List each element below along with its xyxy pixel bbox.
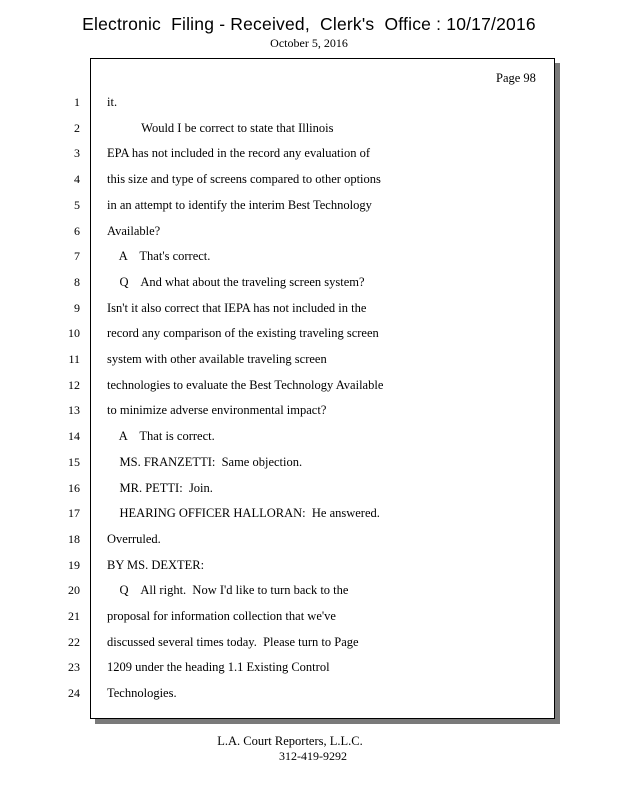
- line-number: 3: [74, 146, 80, 161]
- line-number: 8: [74, 274, 80, 289]
- transcript-line: [0, 658, 618, 676]
- line-number: 15: [68, 454, 80, 469]
- line-text: MR. PETTI: Join.: [107, 480, 213, 495]
- line-text: it.: [107, 95, 118, 109]
- line-number: 4: [74, 172, 80, 187]
- line-number: 17: [68, 506, 80, 521]
- line-number: 1: [74, 95, 80, 109]
- line-text: A That is correct.: [107, 429, 215, 444]
- transcript-line: [0, 633, 618, 651]
- line-text: A That's correct.: [107, 249, 211, 264]
- line-text: Isn't it also correct that IEPA has not included in the: [107, 300, 367, 315]
- transcript-line: [0, 556, 618, 574]
- line-number: 11: [68, 352, 80, 366]
- line-text: Available?: [107, 223, 161, 238]
- line-text: discussed several times today. Please turn to Page: [107, 634, 359, 649]
- transcript-line: [0, 607, 618, 625]
- line-text: Q All right. Now I'd like to turn back to the: [107, 583, 349, 598]
- transcript-line: [0, 119, 618, 137]
- transcript-line: [0, 581, 618, 599]
- line-number: 19: [68, 557, 80, 572]
- transcript-line: [0, 170, 618, 188]
- line-text: to minimize adverse environmental impact?: [107, 403, 327, 418]
- transcript-date: October 5, 2016: [270, 36, 348, 50]
- line-text: in an attempt to identify the interim Best Technology: [107, 197, 372, 212]
- line-text: Would I be correct to state that Illinois: [107, 120, 334, 135]
- transcript-line: [0, 684, 618, 702]
- line-number: 20: [68, 583, 80, 598]
- transcript-line: [0, 144, 618, 162]
- line-text: MS. FRANZETTI: Same objection.: [107, 454, 303, 469]
- filing-stamp: Electronic Filing - Received, Clerk's Office : 10/17/2016: [82, 14, 536, 34]
- line-text: EPA has not included in the record any evaluation of: [107, 146, 371, 161]
- transcript-line: [0, 324, 618, 342]
- transcript-line: [0, 401, 618, 419]
- line-number: 21: [68, 609, 80, 623]
- transcript-line: [0, 376, 618, 394]
- reporter-name: L.A. Court Reporters, L.L.C.: [217, 734, 363, 748]
- line-number: 2: [74, 120, 80, 135]
- line-number: 12: [68, 377, 80, 392]
- line-text: this size and type of screens compared to other options: [107, 172, 381, 187]
- transcript-line: [0, 196, 618, 214]
- transcript-line: [0, 222, 618, 240]
- line-text: technologies to evaluate the Best Technology Available: [107, 377, 384, 392]
- line-number: 6: [74, 223, 80, 238]
- line-number: 7: [74, 249, 80, 264]
- page-number: Page 98: [496, 71, 536, 85]
- line-number: 18: [68, 531, 80, 546]
- line-text: Q And what about the traveling screen system?: [107, 274, 365, 289]
- line-number: 9: [74, 300, 80, 315]
- transcript-line: [0, 299, 618, 317]
- line-number: 5: [74, 197, 80, 212]
- transcript-line: [0, 427, 618, 445]
- line-text: system with other available traveling screen: [107, 352, 327, 366]
- line-number: 23: [68, 660, 80, 675]
- line-text: BY MS. DEXTER:: [107, 557, 205, 572]
- transcript-line: [0, 247, 618, 265]
- line-text: 1209 under the heading 1.1 Existing Control: [107, 660, 330, 675]
- transcript-line: [0, 504, 618, 522]
- line-text: Overruled.: [107, 531, 161, 546]
- transcript-line: [0, 479, 618, 497]
- line-number: 16: [68, 480, 80, 495]
- transcript-line: [0, 93, 618, 111]
- line-number: 24: [68, 686, 80, 701]
- line-number: 14: [68, 429, 80, 444]
- line-text: Technologies.: [107, 686, 177, 701]
- transcript-line: [0, 273, 618, 291]
- line-text: record any comparison of the existing traveling screen: [107, 326, 379, 341]
- line-number: 10: [68, 326, 80, 341]
- transcript-line: [0, 453, 618, 471]
- line-text: HEARING OFFICER HALLORAN: He answered.: [107, 506, 380, 521]
- line-number: 13: [68, 403, 80, 418]
- line-number: 22: [68, 634, 80, 649]
- transcript-line: [0, 530, 618, 548]
- reporter-phone: 312-419-9292: [279, 749, 347, 763]
- line-text: proposal for information collection that we've: [107, 609, 336, 623]
- transcript-line: [0, 350, 618, 368]
